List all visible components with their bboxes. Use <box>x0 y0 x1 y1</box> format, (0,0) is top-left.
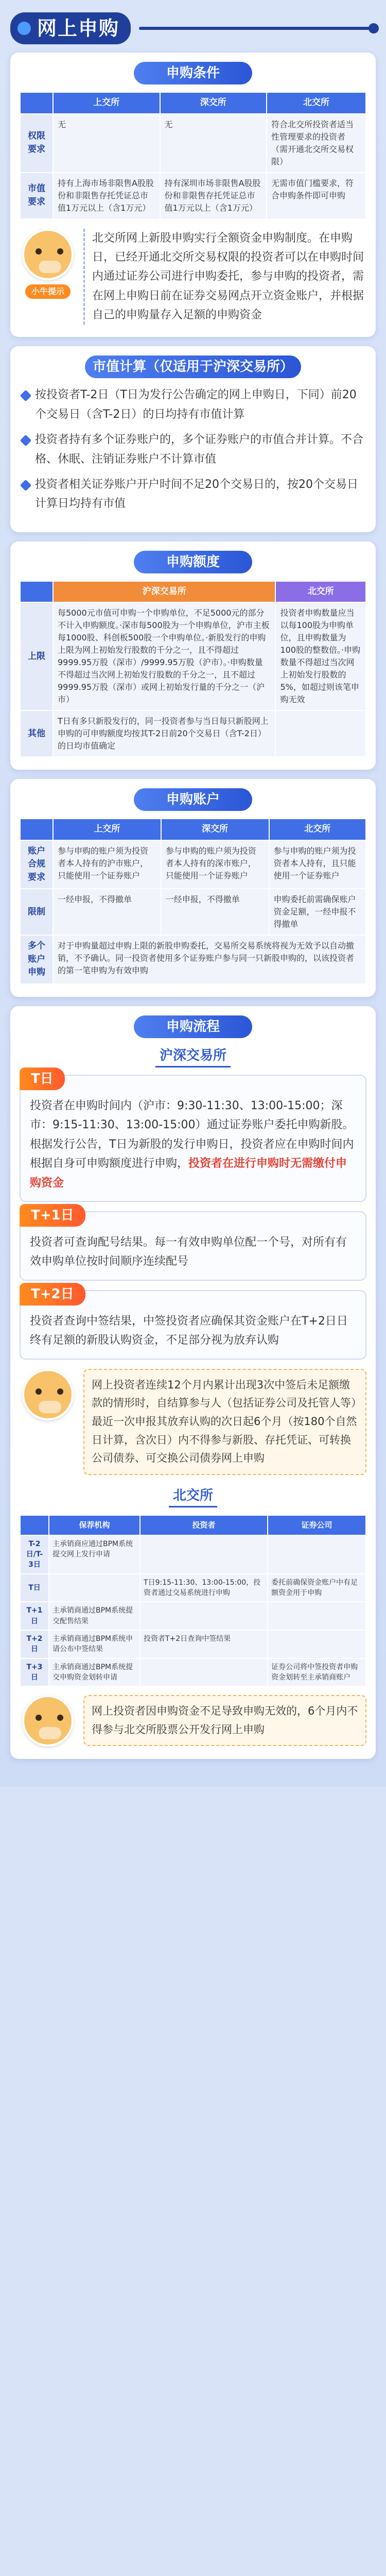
table-row <box>20 1630 366 1658</box>
sub-title-shsz: 沪深交易所 <box>20 1045 366 1067</box>
table-row <box>20 1658 366 1687</box>
list-item: 投资者相关证券账户开户时间不足20个交易日的，按20个交易日计算日均持有市值 <box>20 475 366 514</box>
section-title-limit: 申购额度 <box>134 551 252 573</box>
note-text: 北交所网上新股申购实行全额资金申购制度。在申购日，已经开通北交所交易权限的投资者可以在申购时间内通过证券公司进行申购委托，参与申购的投资者，需在网上申购日前在证券交易网点开立资金账户，并根据自己的申购量存入足额的申购资金 <box>83 229 366 325</box>
cell: 主承销商应通过BPM系统提交网上发行申请 <box>49 1535 140 1574</box>
table-row <box>20 889 366 935</box>
table-row <box>20 1535 366 1574</box>
cell: 主承销商通过BPM系统提交配售结果 <box>49 1602 140 1630</box>
cell: 一经申报，不得撤单 <box>53 889 161 935</box>
cell: 无 <box>53 114 160 173</box>
cow-mascot-icon <box>22 1369 74 1420</box>
tip-text: 网上投资者因申购资金不足导致申购无效的，6个月内不得参与北交所股票公开发行网上申购 <box>83 1695 366 1746</box>
col-header: 北交所 <box>275 581 366 603</box>
cow-mascot-icon <box>22 1695 74 1747</box>
col-header: 北交所 <box>269 819 366 840</box>
mascot-tag: 小牛提示 <box>25 284 71 299</box>
limit-card <box>10 541 376 770</box>
row-label: T+3日 <box>20 1658 49 1687</box>
cell: 投资者T+2日查询中签结果 <box>140 1630 268 1658</box>
col-header: 投资者 <box>140 1515 268 1535</box>
conditions-table <box>20 92 366 219</box>
bse-process-table <box>20 1515 366 1687</box>
account-table <box>20 818 366 985</box>
row-label: 其他 <box>20 710 53 757</box>
cell: T日9:15-11:30、13:00-15:00，投资者通过交易系统进行申购 <box>140 1574 268 1602</box>
table-row <box>20 710 366 757</box>
row-label: T+2日 <box>20 1630 49 1658</box>
cell <box>268 1630 366 1658</box>
step-t1 <box>20 1208 366 1281</box>
calc-list <box>20 385 366 513</box>
list-item: 投资者持有多个证券账户的，多个证券账户的市值合并计算。不合格、休眠、注销证券账户不计算市值 <box>20 430 366 469</box>
cell: 持有上海市场非限售A股股份和非限售存托凭证总市值1万元以上（含1万元） <box>53 173 160 219</box>
step-text: 投资者查询中签结果，中签投资者应确保其资金账户在T+2日日终有足额的新股认购资金，不足部分视为放弃认购 <box>30 1314 348 1347</box>
col-header: 深交所 <box>160 92 267 114</box>
row-label: T日 <box>20 1574 49 1602</box>
step-text: 投资者在申购时间内（沪市：9:30-11:30、13:00-15:00；深市：9:15-11:30、13:00-15:00）通过证券账户委托申购新股。根据发行公告，T日为新股的发行申购日，投资者应在申购时间内根据自身可申购额度进行申购，投资者在进行申购时无需缴付申购资金 <box>30 1099 354 1190</box>
row-label: 限制 <box>20 889 53 935</box>
bse-tip <box>20 1695 366 1747</box>
cell: 参与申购的账户须为投资者本人持有的沪市账户，只能使用一个证券账户 <box>53 840 161 889</box>
row-label: 上限 <box>20 602 53 710</box>
cell: 参与申购的账户须为投资者本人持有的深市账户，只能使用一个证券账户 <box>161 840 269 889</box>
cell: 符合北交所投资者适当性管理要求的投资者（需开通北交所交易权限） <box>267 114 366 173</box>
title-dot-icon <box>17 22 31 35</box>
mascot <box>20 1369 76 1420</box>
row-label: 权限要求 <box>20 114 53 173</box>
table-row <box>20 602 366 710</box>
cell: 一经申报，不得撤单 <box>161 889 269 935</box>
limit-table <box>20 581 366 758</box>
conditions-card <box>10 53 376 337</box>
header-rule <box>139 27 376 30</box>
cell: 每5000元市值可申购一个申购单位，不足5000元的部分不计入申购额度。·深市每500股为一个申购单位，沪市主板每1000股、科创板500股一个申购单位。·新股发行的申购上限为网上初始发行股数的千分之一，且不得超过9999.95万股（深市）/9999.95万股（沪市）。·申购数量不得超过当次网上初始发行股数的千分之一，且不超过9999.95万股（深市）或网上初始发行量的千分之一（沪市） <box>53 602 275 710</box>
section-title-process: 申购流程 <box>134 1015 252 1038</box>
sub-title-bse: 北交所 <box>20 1485 366 1507</box>
calc-card <box>10 346 376 532</box>
table-row <box>20 173 366 219</box>
cell: 申购委托前需确保账户资金足额，一经申报不得撤单 <box>269 889 366 935</box>
cell: 无需市值门槛要求，符合申购条件即可申购 <box>267 173 366 219</box>
step-text: 投资者可查询配号结果。每一有效申购单位配一个号，对所有有效申购单位按时间顺序连续配号 <box>30 1236 347 1268</box>
cell: 参与申购的账户须为投资者本人持有，且只能使用一个证券账户 <box>269 840 366 889</box>
process-card <box>10 1006 376 1759</box>
col-header: 保荐机构 <box>49 1515 140 1535</box>
section-title-conditions: 申购条件 <box>134 62 252 84</box>
col-header <box>20 1515 49 1535</box>
header <box>0 12 386 44</box>
row-label: T+1日 <box>20 1602 49 1630</box>
table-row <box>20 114 366 173</box>
table-row <box>20 1602 366 1630</box>
step-badge: T日 <box>20 1067 65 1090</box>
table-row <box>20 840 366 889</box>
mascot <box>20 229 76 300</box>
step-t2 <box>20 1286 366 1360</box>
row-label: 账户合规要求 <box>20 840 53 889</box>
step-badge: T+2日 <box>20 1283 85 1306</box>
cell: 对于申购量超过申购上限的新股申购委托，交易所交易系统将视为无效予以自动撤销，不予确认。同一投资者使用多个证券账户参与同一只新股申购的，以该投资者的第一笔申购为有效申购 <box>53 935 366 984</box>
col-header: 沪深交易所 <box>53 581 275 603</box>
col-header: 深交所 <box>161 819 269 840</box>
row-label: 市值要求 <box>20 173 53 219</box>
cell: 委托前确保资金账户中有足额资金用于申购 <box>268 1574 366 1602</box>
col-header: 上交所 <box>53 92 160 114</box>
row-label: 多个账户申购 <box>20 935 53 984</box>
col-header: 北交所 <box>267 92 366 114</box>
page-title: 网上申购 <box>37 16 120 40</box>
section-title-calc: 市值计算（仅适用于沪深交易所） <box>85 355 301 378</box>
col-header: 证券公司 <box>268 1515 366 1535</box>
cell: 持有深圳市场非限售A股股份和非限售存托凭证总市值1万元以上（含1万元） <box>160 173 267 219</box>
cell: 主承销商通过BPM系统提交申购资金划转申请 <box>49 1658 140 1687</box>
row-label: T-2日/T-3日 <box>20 1535 49 1574</box>
cell: T日有多只新股发行的，同一投资者参与当日每只新股网上申购的可申购额度均按其T-2日前20个交易日（含T-2日）的日均市值确定 <box>53 710 275 757</box>
account-card <box>10 779 376 997</box>
mascot-note <box>20 229 366 325</box>
col-header <box>20 92 53 114</box>
col-header <box>20 581 53 603</box>
cell <box>49 1574 140 1602</box>
cell <box>268 1602 366 1630</box>
cow-mascot-icon <box>22 229 74 280</box>
cell: 证券公司将中签投资者申购资金划转至主承销商账户 <box>268 1658 366 1687</box>
cell <box>268 1535 366 1574</box>
cell <box>140 1602 268 1630</box>
cell <box>275 710 366 757</box>
cell: 无 <box>160 114 267 173</box>
table-row <box>20 935 366 984</box>
cell <box>140 1535 268 1574</box>
section-title-account: 申购账户 <box>134 788 252 811</box>
step-t <box>20 1071 366 1202</box>
shsz-tip <box>20 1369 366 1475</box>
cell <box>140 1658 268 1687</box>
col-header <box>20 819 53 840</box>
step-badge: T+1日 <box>20 1204 85 1227</box>
page-title-badge <box>10 12 131 44</box>
table-row <box>20 1574 366 1602</box>
tip-text: 网上投资者连续12个月内累计出现3次中签后未足额缴款的情形时，自结算参与人（包括证券公司及托管人等）最近一次申报其放弃认购的次日起6个月（按180个自然日计算，含次日）内不得参与新股、存托凭证、可转换公司债券、可交换公司债券网上申购 <box>83 1369 366 1475</box>
cell: 主承销商通过BPM系统申请公布中签结果 <box>49 1630 140 1658</box>
col-header: 上交所 <box>53 819 161 840</box>
cell: 投资者申购数量应当以每100股为申购单位，且申购数量为100股的整数倍。·申购数量不得超过当次网上初始发行股数的5%，如超过则该笔申购无效 <box>275 602 366 710</box>
list-item: 按投资者T-2日（T日为发行公告确定的网上申购日，下同）前20个交易日（含T-2日）的日均持有市值计算 <box>20 385 366 424</box>
mascot <box>20 1695 76 1747</box>
